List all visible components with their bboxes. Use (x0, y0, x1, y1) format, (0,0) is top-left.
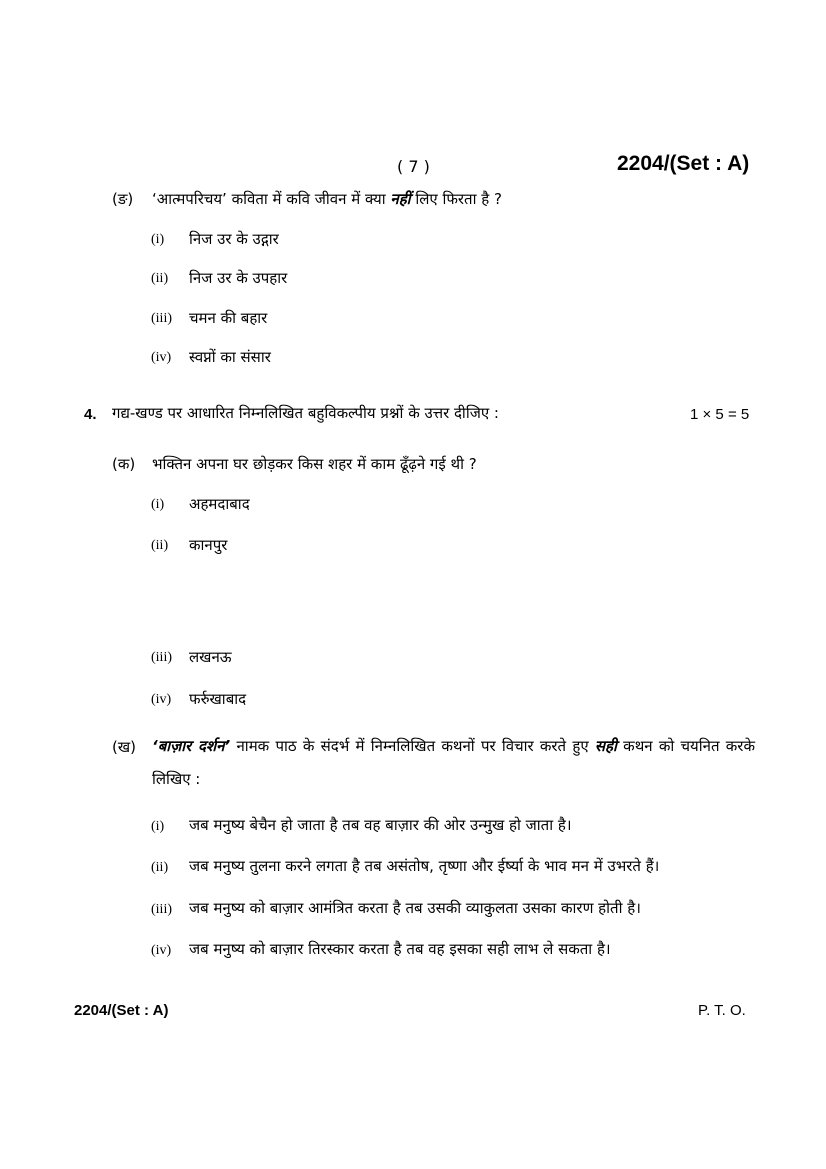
option-text: जब मनुष्य तुलना करने लगता है तब असंतोष, तृष्णा और ईर्ष्या के भाव मन में उभरते हैं। (189, 857, 660, 875)
option-label: (iv) (151, 692, 172, 707)
option-text: निज उर के उपहार (189, 269, 288, 287)
option-text: जब मनुष्य को बाज़ार आमंत्रित करता है तब उसकी व्याकुलता उसका कारण होती है। (189, 899, 641, 917)
question-4b-label: (ख) (112, 738, 136, 756)
question-4-marks: 1 × 5 = 5 (690, 406, 750, 423)
option-label: (ii) (151, 860, 169, 875)
option-text: लखनऊ (189, 648, 232, 666)
option-text: चमन की बहार (189, 309, 268, 327)
question-3e-text-after: लिए फिरता है ? (415, 190, 502, 208)
option-text: कानपुर (189, 536, 228, 554)
option-text: जब मनुष्य को बाज़ार तिरस्कार करता है तब वह इसका सही लाभ ले सकता है। (189, 940, 611, 958)
question-4b-title: ‘बाज़ार दर्शन’ (152, 737, 231, 755)
option-label: (ii) (151, 271, 169, 286)
question-4a-label: (क) (112, 455, 136, 473)
option-text: फर्रुखाबाद (189, 690, 247, 708)
option-text: स्वप्नों का संसार (189, 348, 271, 366)
option-label: (iii) (151, 650, 172, 665)
option-label: (iv) (151, 350, 172, 365)
option-text: अहमदाबाद (189, 495, 250, 513)
paper-code-footer: 2204/(Set : A) (74, 1002, 169, 1019)
question-4b-text-mid: नामक पाठ के संदर्भ में निम्नलिखित कथनों पर विचार करते हुए (236, 737, 589, 755)
option-text: निज उर के उद्गार (189, 230, 279, 248)
option-label: (ii) (151, 538, 169, 553)
option-label: (iv) (151, 943, 172, 958)
paper-code-header: 2204/(Set : A) (617, 152, 750, 175)
option-label: (iii) (151, 902, 172, 917)
question-4b-text-after: कथन को चयनित करके लिखिए : (152, 737, 755, 788)
question-3e-label: (ङ) (112, 190, 134, 208)
option-label: (i) (151, 232, 165, 247)
pto-note: P. T. O. (698, 1002, 746, 1019)
option-label: (i) (151, 819, 165, 834)
question-3e-text-before: ‘आत्मपरिचय’ कविता में कवि जीवन में क्या (152, 190, 386, 208)
question-4-instruction: गद्य-खण्ड पर आधारित निम्नलिखित बहुविकल्पीय प्रश्नों के उत्तर दीजिए : (112, 404, 499, 422)
question-3e-emphasis: नहीं (390, 190, 411, 208)
question-4b-emphasis: सही (594, 737, 617, 755)
question-4a-text: भक्तिन अपना घर छोड़कर किस शहर में काम ढूँढ़ने गई थी ? (152, 455, 477, 473)
question-3e-text (152, 189, 502, 209)
page-number: ( 7 ) (397, 157, 430, 176)
question-4b-text (152, 730, 755, 796)
option-label: (i) (151, 497, 165, 512)
option-label: (iii) (151, 311, 172, 326)
question-4-number: 4. (84, 406, 97, 423)
option-text: जब मनुष्य बेचैन हो जाता है तब वह बाज़ार की ओर उन्मुख हो जाता है। (189, 816, 572, 834)
